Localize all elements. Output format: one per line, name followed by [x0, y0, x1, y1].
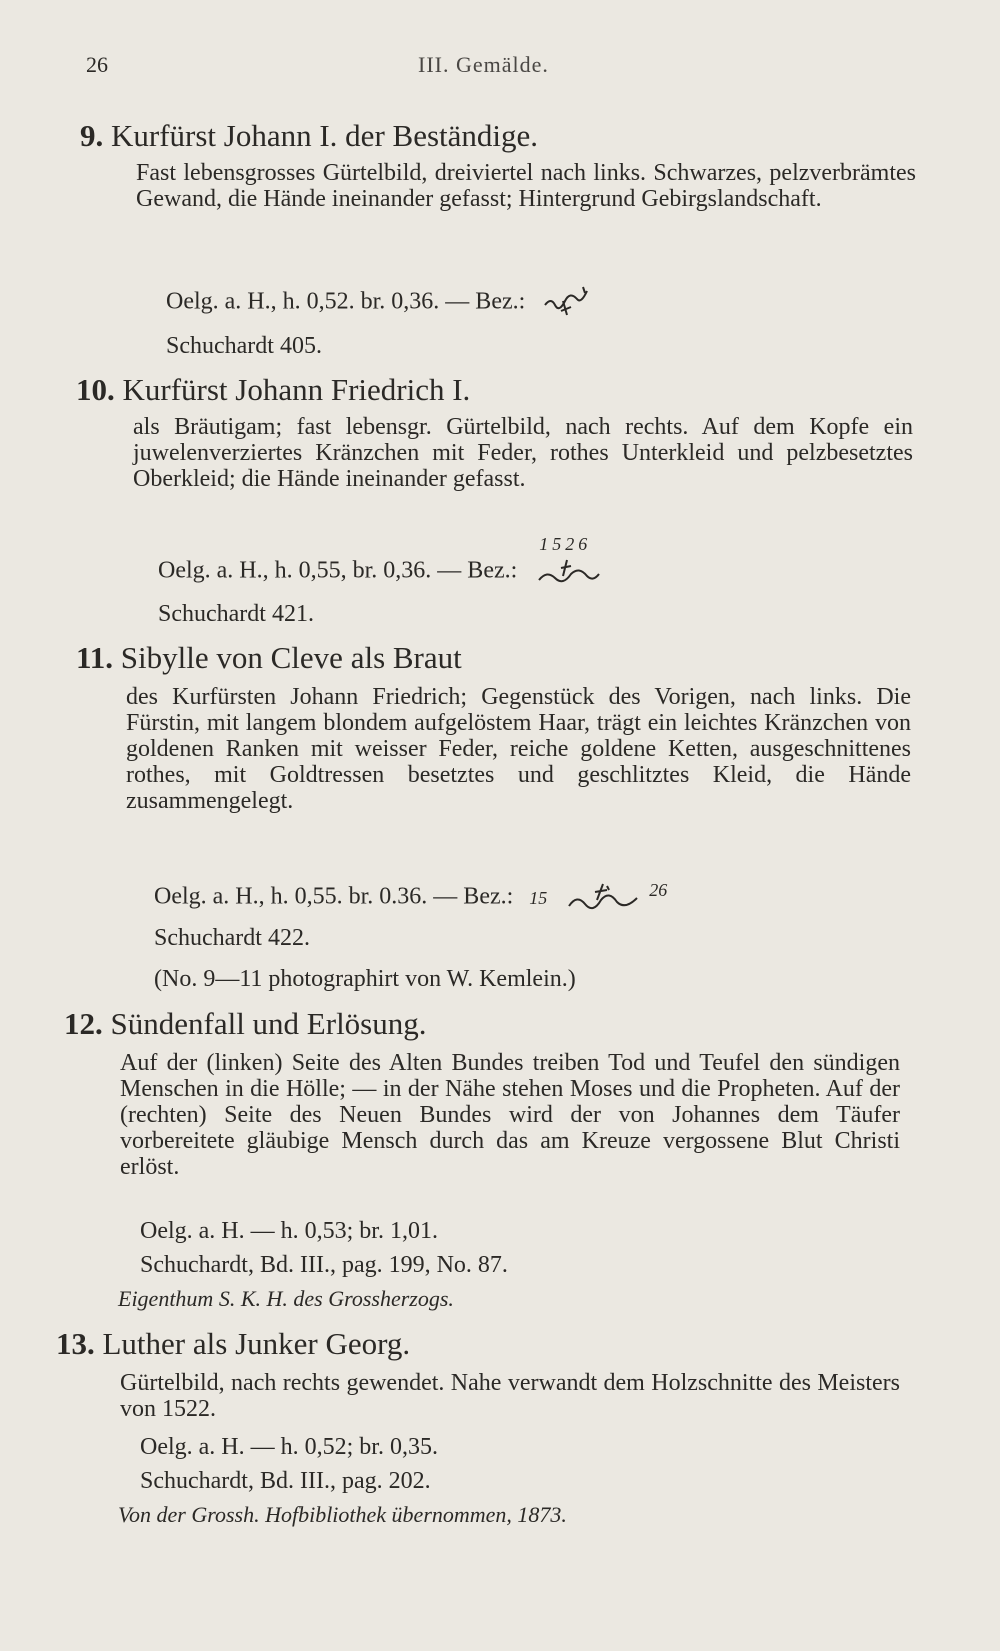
- entry-reference: Schuchardt 421.: [158, 601, 314, 627]
- serpent-signature-icon: [563, 880, 643, 916]
- entry-description: des Kurfürsten Johann Friedrich; Gegenstück des Vorigen, nach links. Die Fürstin, mit langem blondem aufgelöstem Haar, trägt ein leichtes Kränzchen von goldenen Ranken mit weisser Feder, reiche goldene Ketten, ausgeschnittenes rothes, mit Goldtressen besetztes und geschlitztes Kleid, die Hände zusammengelegt.: [126, 684, 911, 814]
- entry-reference: Schuchardt, Bd. III., pag. 202.: [140, 1468, 431, 1494]
- entry-description: Gürtelbild, nach rechts gewendet. Nahe verwandt dem Holzschnitte des Meisters von 1522.: [120, 1370, 900, 1422]
- entry-note: (No. 9—11 photographirt von W. Kemlein.): [154, 966, 576, 992]
- entry-number: 10.: [76, 372, 115, 407]
- entry-title: Kurfürst Johann I. der Beständige.: [111, 118, 539, 153]
- signature-date-right: 26: [649, 880, 668, 900]
- entry-reference: Schuchardt, Bd. III., pag. 199, No. 87.: [140, 1252, 508, 1278]
- entry-medium: Oelg. a. H., h. 0,52. br. 0,36. — Bez.:: [166, 288, 526, 315]
- signature-date-left: 15: [529, 887, 548, 908]
- entry-description: als Bräutigam; fast lebensgr. Gürtelbild, nach rechts. Auf dem Kopfe ein juwelenverziertes Kränzchen mit Feder, rothes Unterkleid und pelzbesetztes Oberkleid; die Hände ineinander gefasst.: [133, 414, 913, 492]
- dated-signature: [533, 534, 613, 592]
- entry-medium-line: [158, 534, 613, 592]
- signature-date: 1526: [539, 534, 592, 554]
- entry-reference: Schuchardt 422.: [154, 925, 310, 951]
- entry-number: 11.: [76, 640, 114, 675]
- entry-medium-line: [166, 283, 591, 323]
- entry-number: 12.: [64, 1006, 103, 1041]
- running-title: III. Gemälde.: [418, 52, 549, 77]
- entry-title: Luther als Junker Georg.: [102, 1326, 411, 1361]
- entry-reference: Schuchardt 405.: [166, 333, 322, 359]
- monogram-signature-icon: [541, 283, 591, 323]
- entry-medium: Oelg. a. H. — h. 0,53; br. 1,01.: [140, 1218, 438, 1244]
- entry-number: 9.: [80, 118, 104, 153]
- entry-medium-line: [154, 880, 667, 916]
- entry-title-line: [56, 1326, 410, 1362]
- entry-medium: Oelg. a. H. — h. 0,52; br. 0,35.: [140, 1434, 438, 1460]
- entry-description: Auf der (linken) Seite des Alten Bundes treiben Tod und Teufel den sündigen Menschen in die Hölle; — in der Nähe stehen Moses und die Propheten. Auf der (rechten) Seite des Neuen Bundes wird der von Johannes dem Täufer vorbereitete gläubige Mensch durch das am Kreuze vergossene Blut Christi erlöst.: [120, 1050, 900, 1180]
- entry-title: Kurfürst Johann Friedrich I.: [122, 372, 471, 407]
- entry-medium: Oelg. a. H., h. 0,55, br. 0,36. — Bez.:: [158, 557, 518, 584]
- entry-medium: Oelg. a. H., h. 0,55. br. 0.36. — Bez.:: [154, 883, 514, 910]
- entry-provenance: Von der Grossh. Hofbibliothek übernommen, 1873.: [118, 1502, 567, 1527]
- entry-provenance: Eigenthum S. K. H. des Grossherzogs.: [118, 1286, 454, 1311]
- entry-title-line: [76, 372, 470, 408]
- entry-title-line: [64, 1006, 427, 1042]
- entry-title: Sibylle von Cleve als Braut: [120, 640, 462, 675]
- serpent-signature-icon: [533, 556, 603, 588]
- entry-title-line: [80, 118, 538, 154]
- entry-number: 13.: [56, 1326, 95, 1361]
- entry-description: Fast lebensgrosses Gürtelbild, dreiviertel nach links. Schwarzes, pelzverbrämtes Gewand, die Hände ineinander gefasst; Hintergrund Gebirgslandschaft.: [136, 160, 916, 212]
- entry-title: Sündenfall und Erlösung.: [110, 1006, 427, 1041]
- page-number: 26: [86, 52, 108, 77]
- entry-title-line: [76, 640, 462, 676]
